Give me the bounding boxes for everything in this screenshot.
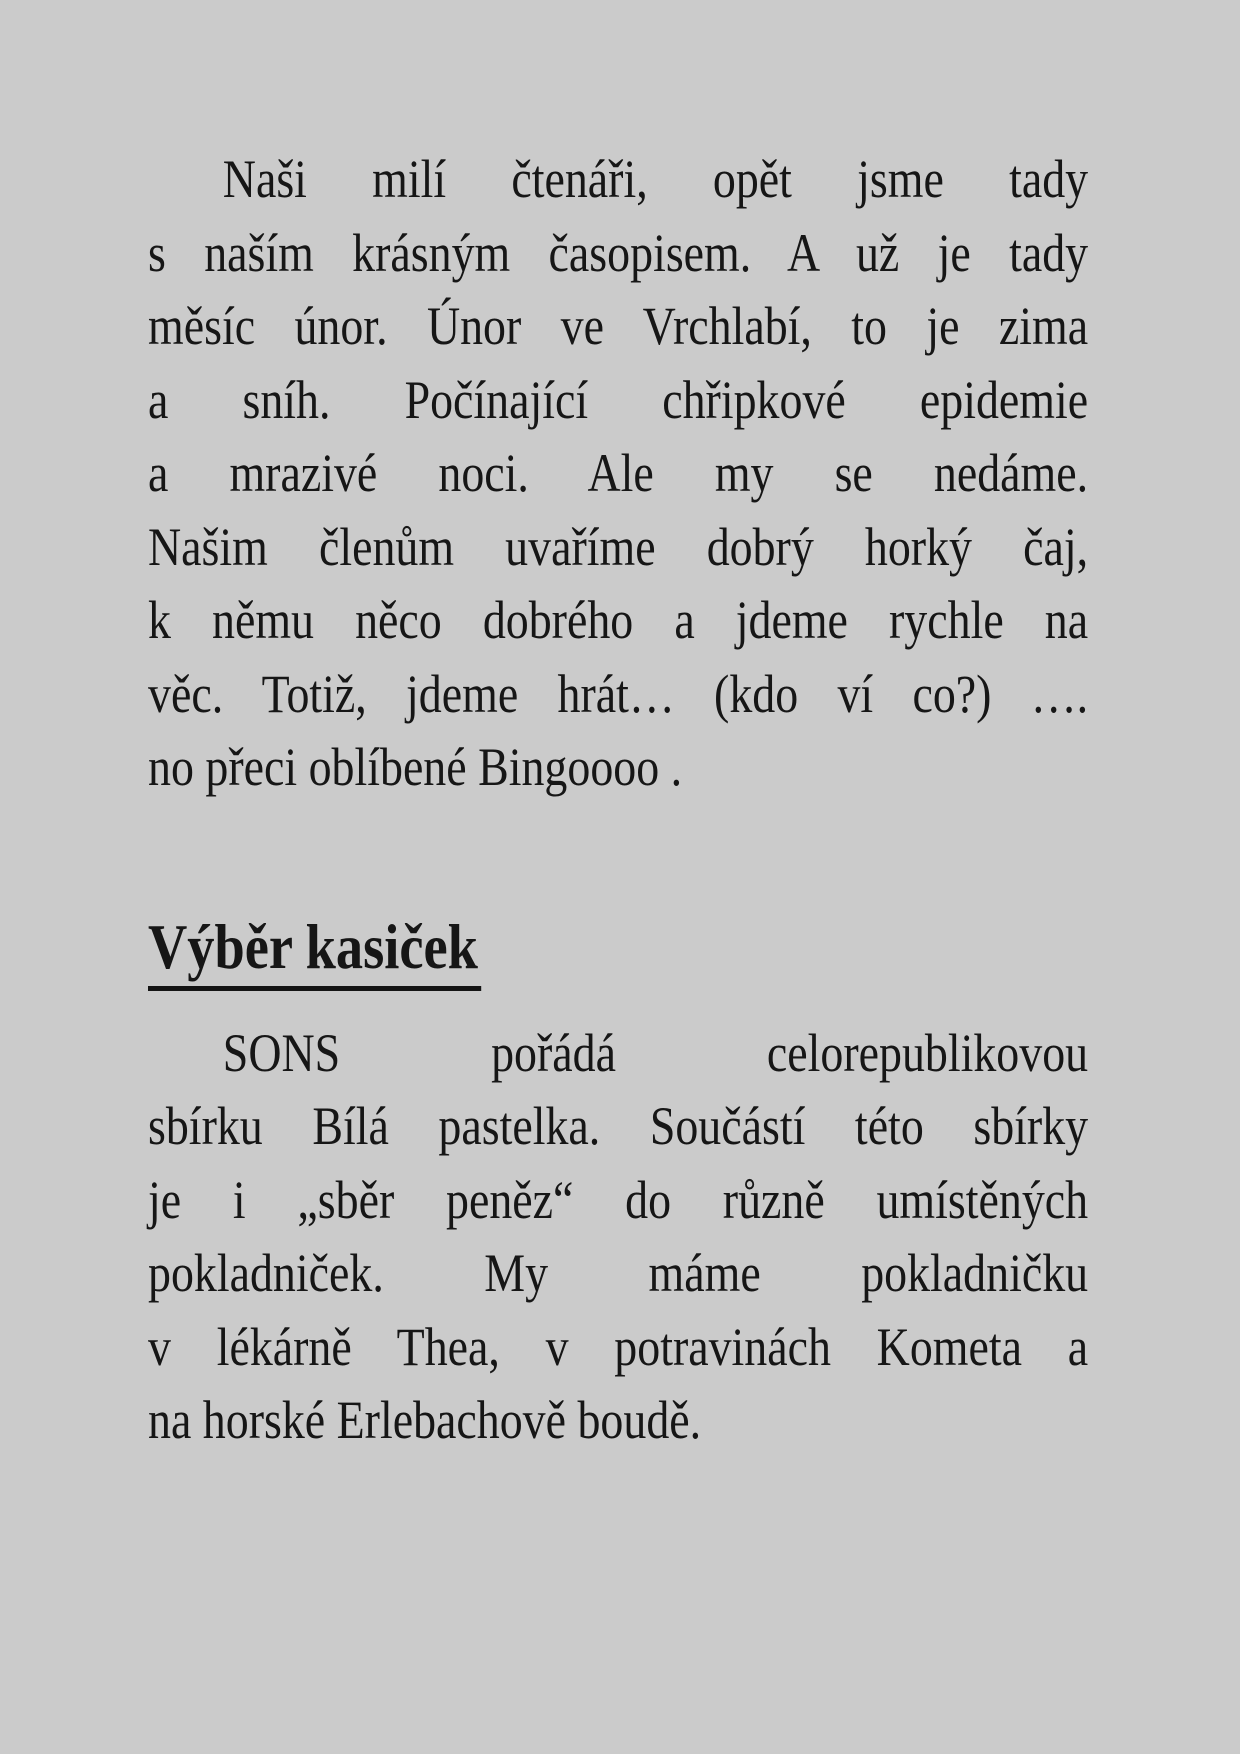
paragraph-line: pokladniček. My máme pokladničku	[148, 1243, 1089, 1303]
intro-paragraph	[148, 143, 1088, 805]
paragraph-line: v lékárně Thea, v potravinách Kometa a	[148, 1316, 1089, 1377]
section-heading-text: Výběr kasiček	[148, 915, 481, 991]
text-column	[148, 143, 1088, 1458]
paragraph-line: měsíc únor. Únor ve Vrchlabí, to je zima	[148, 296, 1089, 356]
paragraph-line: Našim členům uvaříme dobrý horký čaj,	[148, 516, 1089, 577]
paragraph-line: s naším krásným časopisem. A už je tady	[148, 222, 1089, 283]
section-heading	[148, 910, 1088, 985]
paragraph-line: na horské Erlebachově boudě.	[148, 1390, 702, 1450]
paragraph-line: věc. Totiž, jdeme hrát… (kdo ví co?) ….	[148, 663, 1089, 724]
paragraph-line: Naši milí čtenáři, opět jsme tady	[222, 149, 1089, 209]
paragraph-line: a sníh. Počínající chřipkové epidemie	[148, 369, 1089, 430]
paragraph-line: no přeci oblíbené Bingoooo .	[148, 737, 683, 797]
paragraph-line: k němu něco dobrého a jdeme rychle na	[148, 590, 1089, 650]
paragraph-line: sbírku Bílá pastelka. Součástí této sbírky	[148, 1096, 1089, 1156]
paragraph-line: SONS pořádá celorepublikovou	[222, 1022, 1089, 1083]
paragraph-line: je i „sběr peněz“ do různě umístěných	[148, 1169, 1089, 1230]
kasicky-paragraph	[148, 1017, 1088, 1458]
paragraph-line: a mrazivé noci. Ale my se nedáme.	[148, 443, 1089, 503]
